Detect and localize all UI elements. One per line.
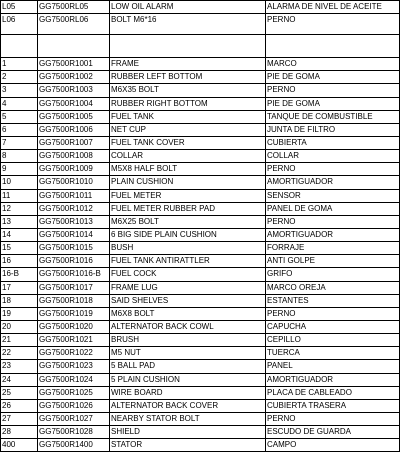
description-es-cell: PERNO (266, 84, 400, 97)
description-en-cell: PLAIN CUSHION (110, 176, 266, 189)
part-code-cell: GG7500R1015 (38, 242, 110, 255)
part-number-cell: 400 (1, 439, 38, 452)
part-code-cell: GG7500R1021 (38, 334, 110, 347)
description-en-cell: 5 PLAIN CUSHION (110, 373, 266, 386)
part-code-cell: GG7500R1012 (38, 202, 110, 215)
description-es-cell: PLACA DE CABLEADO (266, 386, 400, 399)
table-row (1, 281, 400, 294)
table-row (1, 373, 400, 386)
part-code-cell: GG7500RL06 (38, 14, 110, 35)
part-code-cell: GG7500R1022 (38, 347, 110, 360)
description-es-cell: TANQUE DE COMBUSTIBLE (266, 110, 400, 123)
part-number-cell: 20 (1, 320, 38, 333)
description-en-cell: FUEL TANK (110, 110, 266, 123)
description-en-cell: M6X25 BOLT (110, 215, 266, 228)
description-en-cell: LOW OIL ALARM (110, 1, 266, 14)
description-es-cell: CEPILLO (266, 334, 400, 347)
part-number-cell: 2 (1, 71, 38, 84)
part-number-cell: 10 (1, 176, 38, 189)
description-es-cell: PIE DE GOMA (266, 97, 400, 110)
part-number-cell: 16-B (1, 268, 38, 281)
part-number-cell: 23 (1, 360, 38, 373)
table-row (1, 268, 400, 281)
part-number-cell (1, 35, 38, 58)
part-code-cell: GG7500R1400 (38, 439, 110, 452)
description-es-cell: SENSOR (266, 189, 400, 202)
part-code-cell: GG7500R1017 (38, 281, 110, 294)
description-es-cell: COLLAR (266, 150, 400, 163)
description-es-cell: MARCO OREJA (266, 281, 400, 294)
part-code-cell: GG7500R1016 (38, 255, 110, 268)
description-en-cell: M6X35 BOLT (110, 84, 266, 97)
table-row (1, 71, 400, 84)
description-es-cell: ALARMA DE NIVEL DE ACEITE (266, 1, 400, 14)
table-row (1, 35, 400, 58)
description-en-cell: ALTERNATOR BACK COWL (110, 320, 266, 333)
table-row (1, 228, 400, 241)
description-en-cell: STATOR (110, 439, 266, 452)
table-row (1, 294, 400, 307)
description-en-cell: NEARBY STATOR BOLT (110, 412, 266, 425)
part-code-cell: GG7500R1026 (38, 399, 110, 412)
description-en-cell: FRAME LUG (110, 281, 266, 294)
table-row (1, 110, 400, 123)
description-en-cell: ALTERNATOR BACK COVER (110, 399, 266, 412)
description-en-cell: FUEL COCK (110, 268, 266, 281)
description-en-cell: FUEL METER RUBBER PAD (110, 202, 266, 215)
description-es-cell: CUBIERTA TRASERA (266, 399, 400, 412)
part-number-cell: 11 (1, 189, 38, 202)
part-code-cell: GG7500R1014 (38, 228, 110, 241)
part-number-cell: 15 (1, 242, 38, 255)
description-es-cell: PERNO (266, 307, 400, 320)
description-es-cell: AMORTIGUADOR (266, 228, 400, 241)
table-row (1, 334, 400, 347)
table-row (1, 176, 400, 189)
description-es-cell: GRIFO (266, 268, 400, 281)
part-code-cell: GG7500R1013 (38, 215, 110, 228)
description-en-cell: BOLT M6*16 (110, 14, 266, 35)
description-es-cell: PIE DE GOMA (266, 71, 400, 84)
table-row (1, 386, 400, 399)
part-number-cell: 28 (1, 426, 38, 439)
description-en-cell: 6 BIG SIDE PLAIN CUSHION (110, 228, 266, 241)
table-row (1, 163, 400, 176)
table-row (1, 1, 400, 14)
table-row (1, 14, 400, 35)
description-en-cell: RUBBER LEFT BOTTOM (110, 71, 266, 84)
description-en-cell: SAID SHELVES (110, 294, 266, 307)
part-number-cell: 3 (1, 84, 38, 97)
description-en-cell: 5 BALL PAD (110, 360, 266, 373)
table-row (1, 242, 400, 255)
part-number-cell: 16 (1, 255, 38, 268)
part-code-cell: GG7500R1002 (38, 71, 110, 84)
part-number-cell: L06 (1, 14, 38, 35)
description-es-cell: FORRAJE (266, 242, 400, 255)
part-number-cell: 4 (1, 97, 38, 110)
description-en-cell: WIRE BOARD (110, 386, 266, 399)
description-es-cell: CAPUCHA (266, 320, 400, 333)
part-code-cell: GG7500R1005 (38, 110, 110, 123)
part-number-cell: 19 (1, 307, 38, 320)
description-en-cell: M6X8 BOLT (110, 307, 266, 320)
description-en-cell (110, 35, 266, 58)
table-row (1, 136, 400, 149)
part-code-cell: GG7500RL05 (38, 1, 110, 14)
table-row (1, 202, 400, 215)
table-row (1, 426, 400, 439)
description-es-cell: ESCUDO DE GUARDA (266, 426, 400, 439)
part-code-cell: GG7500R1003 (38, 84, 110, 97)
description-es-cell: MARCO (266, 58, 400, 71)
description-en-cell: FRAME (110, 58, 266, 71)
part-number-cell: 25 (1, 386, 38, 399)
part-code-cell: GG7500R1023 (38, 360, 110, 373)
description-es-cell: PANEL (266, 360, 400, 373)
description-es-cell: JUNTA DE FILTRO (266, 123, 400, 136)
table-row (1, 439, 400, 452)
part-number-cell: 21 (1, 334, 38, 347)
part-number-cell: 5 (1, 110, 38, 123)
part-number-cell: 17 (1, 281, 38, 294)
part-number-cell: 24 (1, 373, 38, 386)
part-number-cell: L05 (1, 1, 38, 14)
part-number-cell: 26 (1, 399, 38, 412)
table-row (1, 412, 400, 425)
description-en-cell: RUBBER RIGHT BOTTOM (110, 97, 266, 110)
part-number-cell: 12 (1, 202, 38, 215)
description-en-cell: BUSH (110, 242, 266, 255)
part-code-cell: GG7500R1025 (38, 386, 110, 399)
table-row (1, 215, 400, 228)
table-row (1, 360, 400, 373)
part-code-cell: GG7500R1004 (38, 97, 110, 110)
description-es-cell: CUBIERTA (266, 136, 400, 149)
part-number-cell: 14 (1, 228, 38, 241)
description-en-cell: FUEL TANK ANTIRATTLER (110, 255, 266, 268)
table-row (1, 150, 400, 163)
description-en-cell: COLLAR (110, 150, 266, 163)
description-es-cell: CAMPO (266, 439, 400, 452)
description-es-cell: AMORTIGUADOR (266, 176, 400, 189)
table-row (1, 123, 400, 136)
description-en-cell: M5X8 HALF BOLT (110, 163, 266, 176)
description-es-cell: TUERCA (266, 347, 400, 360)
description-en-cell: SHIELD (110, 426, 266, 439)
part-code-cell: GG7500R1019 (38, 307, 110, 320)
description-en-cell: FUEL TANK COVER (110, 136, 266, 149)
description-es-cell: ANTI GOLPE (266, 255, 400, 268)
description-es-cell: PANEL DE GOMA (266, 202, 400, 215)
part-code-cell: GG7500R1018 (38, 294, 110, 307)
part-code-cell: GG7500R1020 (38, 320, 110, 333)
table-row (1, 347, 400, 360)
part-code-cell: GG7500R1007 (38, 136, 110, 149)
part-code-cell: GG7500R1001 (38, 58, 110, 71)
part-code-cell: GG7500R1024 (38, 373, 110, 386)
table-row (1, 58, 400, 71)
description-en-cell: FUEL METER (110, 189, 266, 202)
description-es-cell: PERNO (266, 412, 400, 425)
part-code-cell (38, 35, 110, 58)
parts-table-body (1, 1, 400, 452)
part-number-cell: 6 (1, 123, 38, 136)
part-code-cell: GG7500R1011 (38, 189, 110, 202)
part-number-cell: 27 (1, 412, 38, 425)
part-number-cell: 18 (1, 294, 38, 307)
part-number-cell: 7 (1, 136, 38, 149)
description-en-cell: NET CUP (110, 123, 266, 136)
part-number-cell: 13 (1, 215, 38, 228)
table-row (1, 97, 400, 110)
part-number-cell: 22 (1, 347, 38, 360)
part-number-cell: 8 (1, 150, 38, 163)
description-en-cell: M5 NUT (110, 347, 266, 360)
description-es-cell: PERNO (266, 14, 400, 35)
part-number-cell: 9 (1, 163, 38, 176)
table-row (1, 189, 400, 202)
part-code-cell: GG7500R1016-B (38, 268, 110, 281)
part-code-cell: GG7500R1006 (38, 123, 110, 136)
part-code-cell: GG7500R1008 (38, 150, 110, 163)
description-es-cell: PERNO (266, 163, 400, 176)
table-row (1, 307, 400, 320)
table-row (1, 255, 400, 268)
description-es-cell: ESTANTES (266, 294, 400, 307)
description-es-cell: PERNO (266, 215, 400, 228)
table-row (1, 320, 400, 333)
description-es-cell (266, 35, 400, 58)
part-code-cell: GG7500R1010 (38, 176, 110, 189)
part-code-cell: GG7500R1009 (38, 163, 110, 176)
table-row (1, 399, 400, 412)
part-code-cell: GG7500R1027 (38, 412, 110, 425)
description-es-cell: AMORTIGUADOR (266, 373, 400, 386)
part-number-cell: 1 (1, 58, 38, 71)
description-en-cell: BRUSH (110, 334, 266, 347)
table-row (1, 84, 400, 97)
part-code-cell: GG7500R1028 (38, 426, 110, 439)
